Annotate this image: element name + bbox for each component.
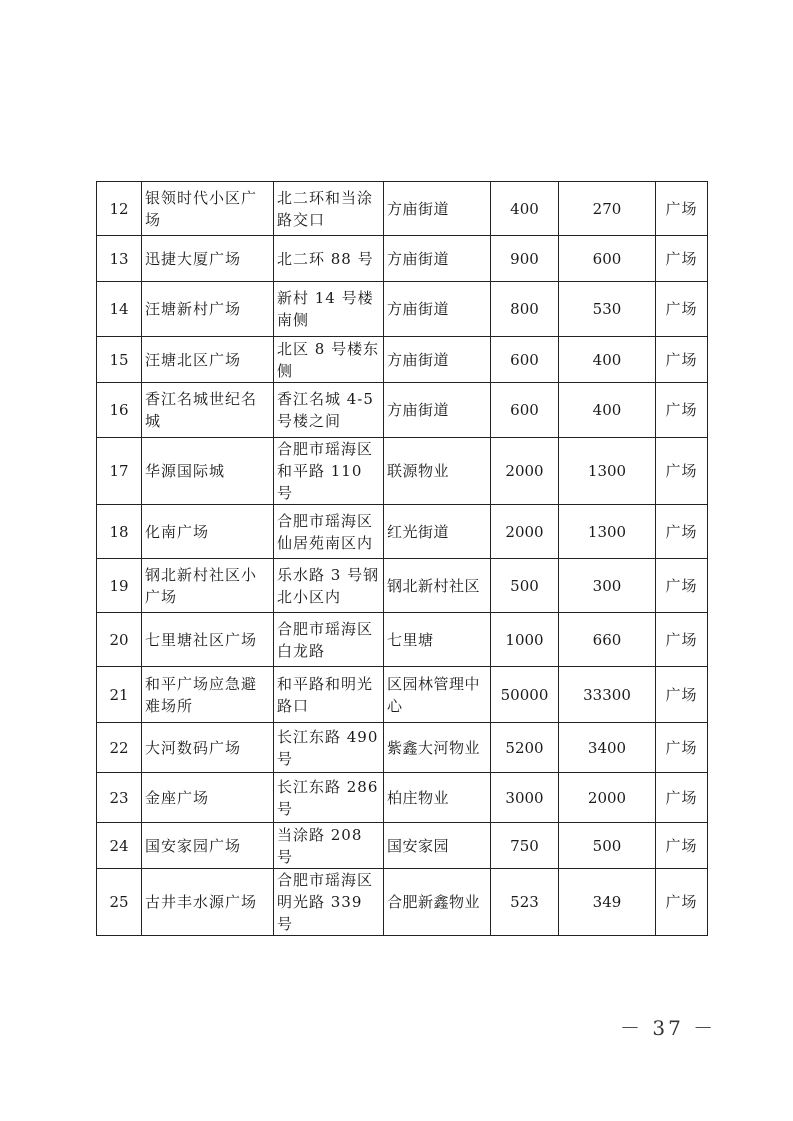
site-area-cell: 900	[491, 236, 559, 282]
site-name-cell: 香江名城世纪名城	[142, 383, 274, 438]
row-number-cell: 14	[97, 282, 142, 337]
site-address-cell: 北二环 88 号	[274, 236, 384, 282]
site-type-cell: 广场	[656, 337, 708, 383]
site-address-cell: 合肥市瑶海区仙居苑南区内	[274, 505, 384, 559]
row-number-cell: 18	[97, 505, 142, 559]
table-row	[97, 869, 708, 936]
site-name-cell: 汪塘北区广场	[142, 337, 274, 383]
site-manager-cell: 区园林管理中心	[384, 667, 491, 723]
shelter-sites-table	[96, 181, 708, 936]
site-name-cell: 华源国际城	[142, 438, 274, 505]
site-manager-cell: 柏庄物业	[384, 773, 491, 823]
row-number-cell: 20	[97, 613, 142, 667]
site-type-cell: 广场	[656, 823, 708, 869]
row-number-cell: 12	[97, 182, 142, 236]
site-capacity-cell: 2000	[559, 773, 656, 823]
site-name-cell: 古井丰水源广场	[142, 869, 274, 936]
site-manager-cell: 方庙街道	[384, 383, 491, 438]
site-capacity-cell: 660	[559, 613, 656, 667]
site-capacity-cell: 270	[559, 182, 656, 236]
page-number: － 37 －	[620, 1016, 717, 1040]
site-name-cell: 和平广场应急避难场所	[142, 667, 274, 723]
row-number-cell: 24	[97, 823, 142, 869]
site-manager-cell: 紫鑫大河物业	[384, 723, 491, 773]
row-number-cell: 17	[97, 438, 142, 505]
site-type-cell: 广场	[656, 182, 708, 236]
site-address-cell: 长江东路 286 号	[274, 773, 384, 823]
site-name-cell: 钢北新村社区小广场	[142, 559, 274, 613]
site-name-cell: 国安家园广场	[142, 823, 274, 869]
site-area-cell: 400	[491, 182, 559, 236]
site-name-cell: 七里塘社区广场	[142, 613, 274, 667]
site-address-cell: 合肥市瑶海区明光路 339 号	[274, 869, 384, 936]
site-manager-cell: 红光街道	[384, 505, 491, 559]
table-row	[97, 236, 708, 282]
table-body	[97, 182, 708, 936]
site-capacity-cell: 530	[559, 282, 656, 337]
site-address-cell: 合肥市瑶海区白龙路	[274, 613, 384, 667]
site-name-cell: 大河数码广场	[142, 723, 274, 773]
site-address-cell: 乐水路 3 号钢北小区内	[274, 559, 384, 613]
site-manager-cell: 联源物业	[384, 438, 491, 505]
table-row	[97, 182, 708, 236]
site-area-cell: 523	[491, 869, 559, 936]
table-row	[97, 282, 708, 337]
row-number-cell: 23	[97, 773, 142, 823]
site-type-cell: 广场	[656, 505, 708, 559]
site-type-cell: 广场	[656, 438, 708, 505]
site-type-cell: 广场	[656, 236, 708, 282]
site-address-cell: 合肥市瑶海区和平路 110 号	[274, 438, 384, 505]
table-row	[97, 505, 708, 559]
table-row	[97, 438, 708, 505]
site-area-cell: 5200	[491, 723, 559, 773]
site-type-cell: 广场	[656, 667, 708, 723]
table-row	[97, 723, 708, 773]
site-area-cell: 500	[491, 559, 559, 613]
site-manager-cell: 钢北新村社区	[384, 559, 491, 613]
site-manager-cell: 七里塘	[384, 613, 491, 667]
site-name-cell: 化南广场	[142, 505, 274, 559]
row-number-cell: 15	[97, 337, 142, 383]
site-capacity-cell: 1300	[559, 505, 656, 559]
row-number-cell: 19	[97, 559, 142, 613]
site-type-cell: 广场	[656, 282, 708, 337]
site-capacity-cell: 500	[559, 823, 656, 869]
site-type-cell: 广场	[656, 773, 708, 823]
site-manager-cell: 方庙街道	[384, 282, 491, 337]
site-manager-cell: 国安家园	[384, 823, 491, 869]
site-type-cell: 广场	[656, 383, 708, 438]
site-type-cell: 广场	[656, 723, 708, 773]
site-capacity-cell: 1300	[559, 438, 656, 505]
site-capacity-cell: 400	[559, 383, 656, 438]
site-area-cell: 600	[491, 337, 559, 383]
site-name-cell: 金座广场	[142, 773, 274, 823]
row-number-cell: 16	[97, 383, 142, 438]
site-type-cell: 广场	[656, 613, 708, 667]
site-capacity-cell: 300	[559, 559, 656, 613]
site-capacity-cell: 3400	[559, 723, 656, 773]
site-area-cell: 600	[491, 383, 559, 438]
site-capacity-cell: 33300	[559, 667, 656, 723]
site-name-cell: 银领时代小区广场	[142, 182, 274, 236]
site-area-cell: 2000	[491, 438, 559, 505]
site-type-cell: 广场	[656, 869, 708, 936]
site-capacity-cell: 349	[559, 869, 656, 936]
site-area-cell: 750	[491, 823, 559, 869]
site-capacity-cell: 600	[559, 236, 656, 282]
row-number-cell: 21	[97, 667, 142, 723]
site-manager-cell: 方庙街道	[384, 337, 491, 383]
row-number-cell: 25	[97, 869, 142, 936]
site-area-cell: 50000	[491, 667, 559, 723]
row-number-cell: 22	[97, 723, 142, 773]
site-name-cell: 汪塘新村广场	[142, 282, 274, 337]
site-area-cell: 800	[491, 282, 559, 337]
table-row	[97, 667, 708, 723]
row-number-cell: 13	[97, 236, 142, 282]
site-area-cell: 3000	[491, 773, 559, 823]
table-row	[97, 773, 708, 823]
site-capacity-cell: 400	[559, 337, 656, 383]
site-manager-cell: 方庙街道	[384, 236, 491, 282]
site-address-cell: 当涂路 208 号	[274, 823, 384, 869]
site-type-cell: 广场	[656, 559, 708, 613]
site-address-cell: 北区 8 号楼东侧	[274, 337, 384, 383]
site-manager-cell: 方庙街道	[384, 182, 491, 236]
site-area-cell: 2000	[491, 505, 559, 559]
table-row	[97, 823, 708, 869]
site-area-cell: 1000	[491, 613, 559, 667]
site-address-cell: 新村 14 号楼南侧	[274, 282, 384, 337]
table-row	[97, 613, 708, 667]
site-address-cell: 长江东路 490 号	[274, 723, 384, 773]
table-row	[97, 337, 708, 383]
table-row	[97, 559, 708, 613]
site-address-cell: 和平路和明光路口	[274, 667, 384, 723]
site-manager-cell: 合肥新鑫物业	[384, 869, 491, 936]
site-address-cell: 北二环和当涂路交口	[274, 182, 384, 236]
site-name-cell: 迅捷大厦广场	[142, 236, 274, 282]
site-address-cell: 香江名城 4-5 号楼之间	[274, 383, 384, 438]
table-row	[97, 383, 708, 438]
